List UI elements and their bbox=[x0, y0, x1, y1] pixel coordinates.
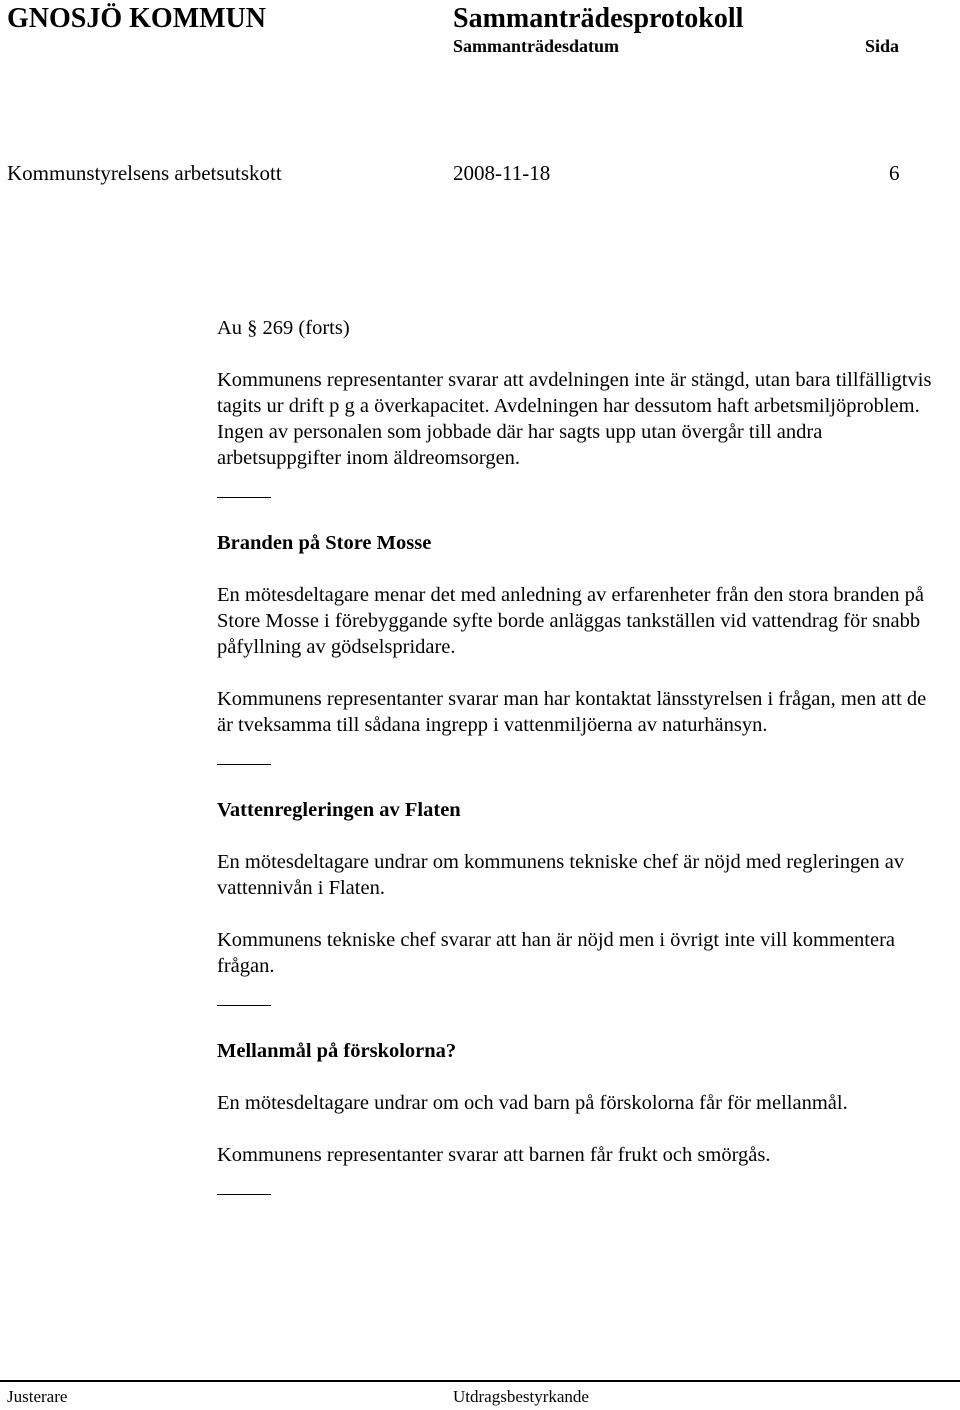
section-paragraph: Kommunens representanter svarar man har kontaktat länsstyrelsen i frågan, men att de är tveksamma till sådana ingrepp i vattenmiljöerna av naturhänsyn. bbox=[217, 688, 927, 736]
section-heading: Vattenregleringen av Flaten bbox=[217, 799, 461, 821]
meeting-date-label: Sammanträdesdatum bbox=[453, 36, 620, 56]
section-divider bbox=[217, 1005, 271, 1006]
page-label: Sida bbox=[865, 36, 900, 56]
page-number: 6 bbox=[889, 161, 900, 185]
intro-paragraph: Kommunens representanter svarar att avdelningen inte är stängd, utan bara tillfälligtvis tagits ur drift p g a överkapacitet. Avdelningen har dessutom haft arbetsmiljöproblem. Ingen av personalen som jobbade där har sagts upp utan övergår till andra arbetsuppgifter inom äldreomsorgen. bbox=[217, 369, 932, 469]
section-paragraph: En mötesdeltagare undrar om kommunens tekniske chef är nöjd med regleringen av vattennivån i Flaten. bbox=[217, 851, 905, 899]
section-divider bbox=[217, 764, 271, 765]
section-heading: Mellanmål på förskolorna? bbox=[217, 1040, 457, 1062]
section-flaten bbox=[217, 797, 947, 979]
case-reference: Au § 269 (forts) bbox=[217, 317, 350, 339]
section-store-mosse bbox=[217, 530, 947, 738]
document-type: Sammanträdesprotokoll bbox=[453, 3, 744, 34]
section-paragraph: Kommunens tekniske chef svarar att han är nöjd men i övrigt inte vill kommentera frågan. bbox=[217, 929, 896, 977]
section-heading: Branden på Store Mosse bbox=[217, 532, 432, 554]
section-divider bbox=[217, 497, 271, 498]
protocol-body bbox=[217, 315, 947, 1195]
footer-rule bbox=[0, 1380, 960, 1382]
municipality-name: GNOSJÖ KOMMUN bbox=[7, 3, 266, 34]
section-paragraph: Kommunens representanter svarar att barnen får frukt och smörgås. bbox=[217, 1144, 771, 1166]
meeting-date: 2008-11-18 bbox=[453, 161, 551, 185]
signatory-label: Justerare bbox=[7, 1387, 68, 1406]
section-paragraph: En mötesdeltagare menar det med anledning av erfarenheter från den stora branden på Store Mosse i förebyggande syfte borde anläggas tankställen vid vattendrag för snabb påfyllning av gödselspridare. bbox=[217, 584, 924, 658]
section-mellanmal bbox=[217, 1038, 947, 1168]
section-paragraph: En mötesdeltagare undrar om och vad barn på förskolorna får för mellanmål. bbox=[217, 1092, 848, 1114]
committee-name: Kommunstyrelsens arbetsutskott bbox=[7, 161, 282, 185]
extract-certification-label: Utdragsbestyrkande bbox=[453, 1387, 589, 1406]
section-divider bbox=[217, 1194, 271, 1195]
